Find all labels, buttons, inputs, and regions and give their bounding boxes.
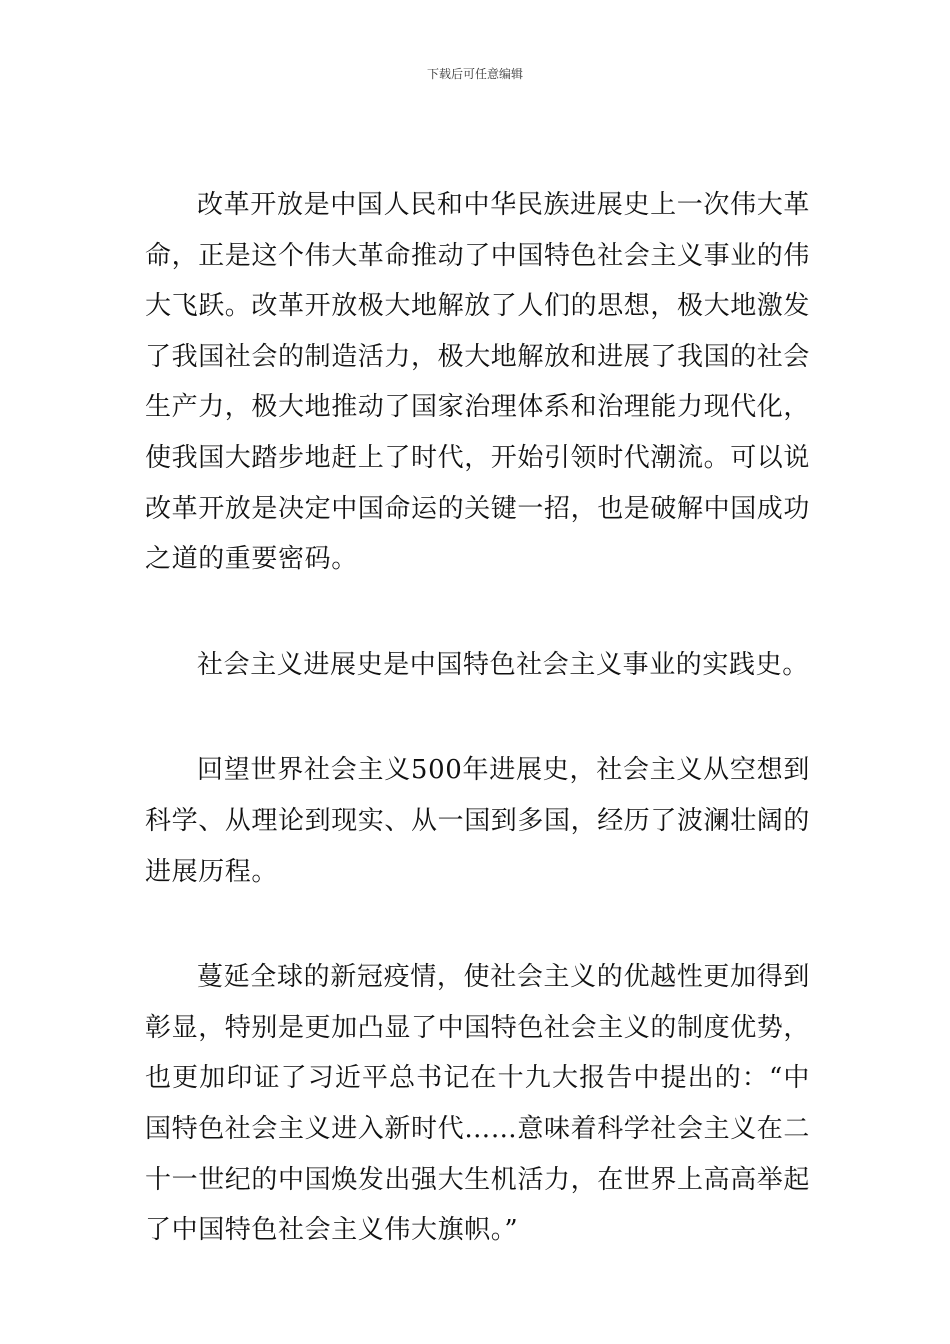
paragraph-pandemic: 蔓延全球的新冠疫情，使社会主义的优越性更加得到彰显，特别是更加凸显了中国特色社会主义的制度优势，也更加印证了习近平总书记在十九大报告中提出的：“中国特色社会主义进入新时代……意味着科学社会主义在二十一世纪的中国焕发出强大生机活力，在世界上高高举起了中国特色社会主义伟大旗帜。” <box>145 962 811 1246</box>
paragraph-500-years: 回望世界社会主义500年进展史，社会主义从空想到科学、从理论到现实、从一国到多国，经历了波澜壮阔的进展历程。 <box>145 755 811 887</box>
page-header: 下载后可任意编辑 <box>426 67 523 81</box>
document-body <box>145 180 810 1256</box>
paragraph-reform-opening: 改革开放是中国人民和中华民族进展史上一次伟大革命，正是这个伟大革命推动了中国特色社会主义事业的伟大飞跃。改革开放极大地解放了人们的思想，极大地激发了我国社会的制造活力，极大地解放和进展了我国的社会生产力，极大地推动了国家治理体系和治理能力现代化，使我国大踏步地赶上了时代，开始引领时代潮流。可以说改革开放是决定中国命运的关键一招，也是破解中国成功之道的重要密码。 <box>145 190 811 575</box>
paragraph-socialism-history: 社会主义进展史是中国特色社会主义事业的实践史。 <box>197 649 809 680</box>
